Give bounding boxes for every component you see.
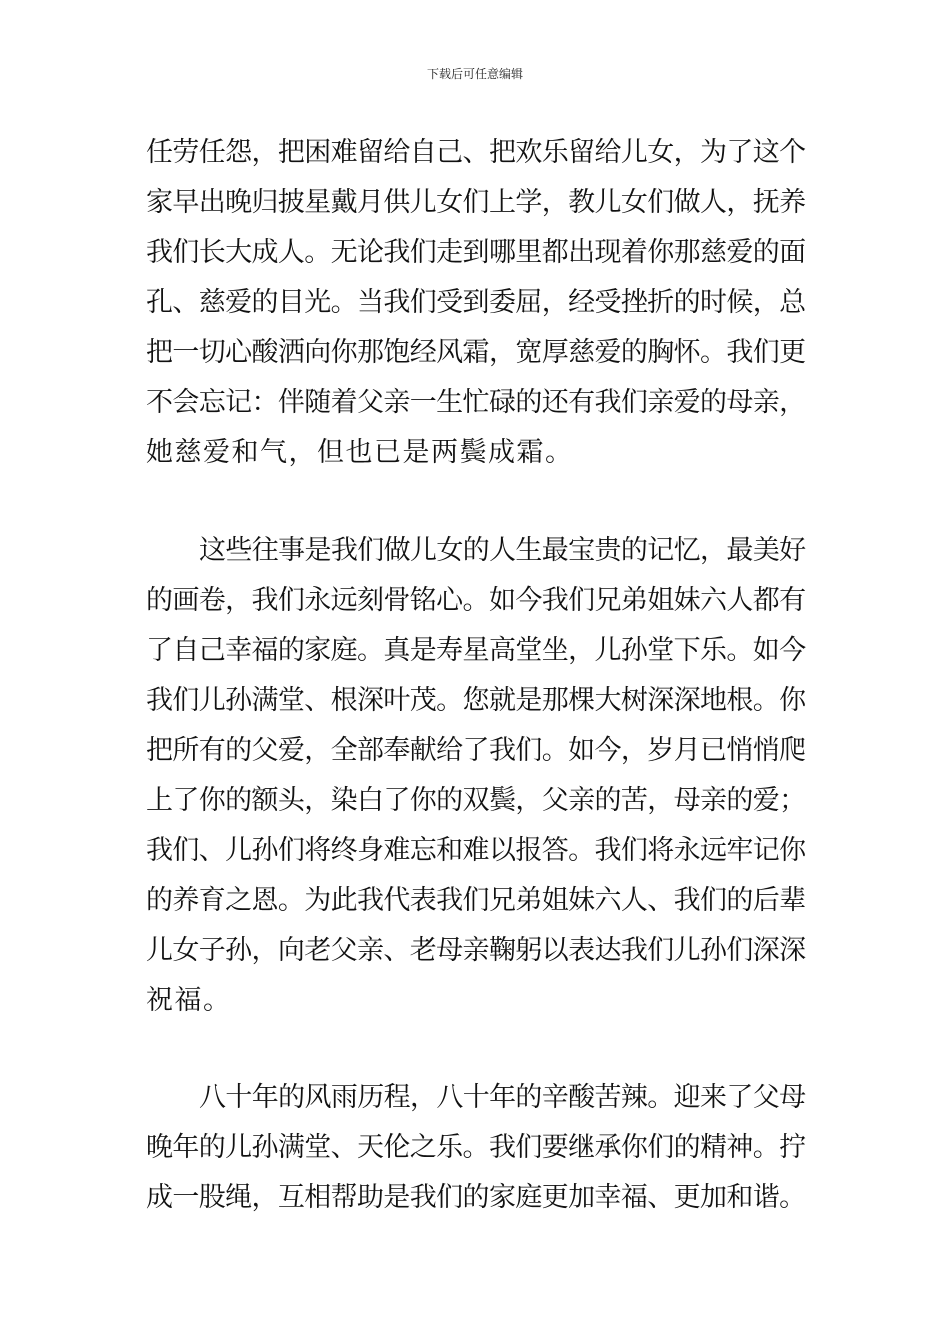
text-line: 把一切心酸洒向你那饱经风霜，宽厚慈爱的胸怀。我们更 xyxy=(146,337,806,368)
text-line: 我们、儿孙们将终身难忘和难以报答。我们将永远牢记你 xyxy=(146,835,806,866)
text-line: 我们长大成人。无论我们走到哪里都出现着你那慈爱的面 xyxy=(146,237,806,268)
text-line: 的画卷，我们永远刻骨铭心。如今我们兄弟姐妹六人都有 xyxy=(146,585,806,616)
text-line: 不会忘记：伴随着父亲一生忙碌的还有我们亲爱的母亲， xyxy=(146,387,806,418)
text-line: 了自己幸福的家庭。真是寿星高堂坐，儿孙堂下乐。如今 xyxy=(146,635,806,666)
page-header: 下载后可任意编辑 xyxy=(426,67,523,81)
text-line: 成一股绳，互相帮助是我们的家庭更加幸福、更加和谐。 xyxy=(146,1182,806,1213)
text-line: 上了你的额头，染白了你的双鬓，父亲的苦，母亲的爱； xyxy=(146,785,806,816)
text-line: 家早出晚归披星戴月供儿女们上学，教儿女们做人，抚养 xyxy=(146,187,806,218)
text-line: 把所有的父爱，全部奉献给了我们。如今，岁月已悄悄爬 xyxy=(146,735,806,766)
text-line: 八十年的风雨历程，八十年的辛酸苦辣。迎来了父母 xyxy=(199,1082,806,1113)
text-line: 她慈爱和气，但也已是两鬓成霜。 xyxy=(146,437,574,468)
text-line: 任劳任怨，把困难留给自己、把欢乐留给儿女，为了这个 xyxy=(146,137,806,168)
text-line: 孔、慈爱的目光。当我们受到委屈，经受挫折的时候，总 xyxy=(146,287,806,318)
text-line: 祝福。 xyxy=(146,985,232,1016)
text-line: 晚年的儿孙满堂、天伦之乐。我们要继承你们的精神。拧 xyxy=(146,1132,806,1163)
text-line: 的养育之恩。为此我代表我们兄弟姐妹六人、我们的后辈 xyxy=(146,885,806,916)
text-line: 儿女子孙，向老父亲、老母亲鞠躬以表达我们儿孙们深深 xyxy=(146,935,806,966)
text-line: 这些往事是我们做儿女的人生最宝贵的记忆，最美好 xyxy=(199,535,806,566)
text-line: 我们儿孙满堂、根深叶茂。您就是那棵大树深深地根。你 xyxy=(146,685,806,716)
